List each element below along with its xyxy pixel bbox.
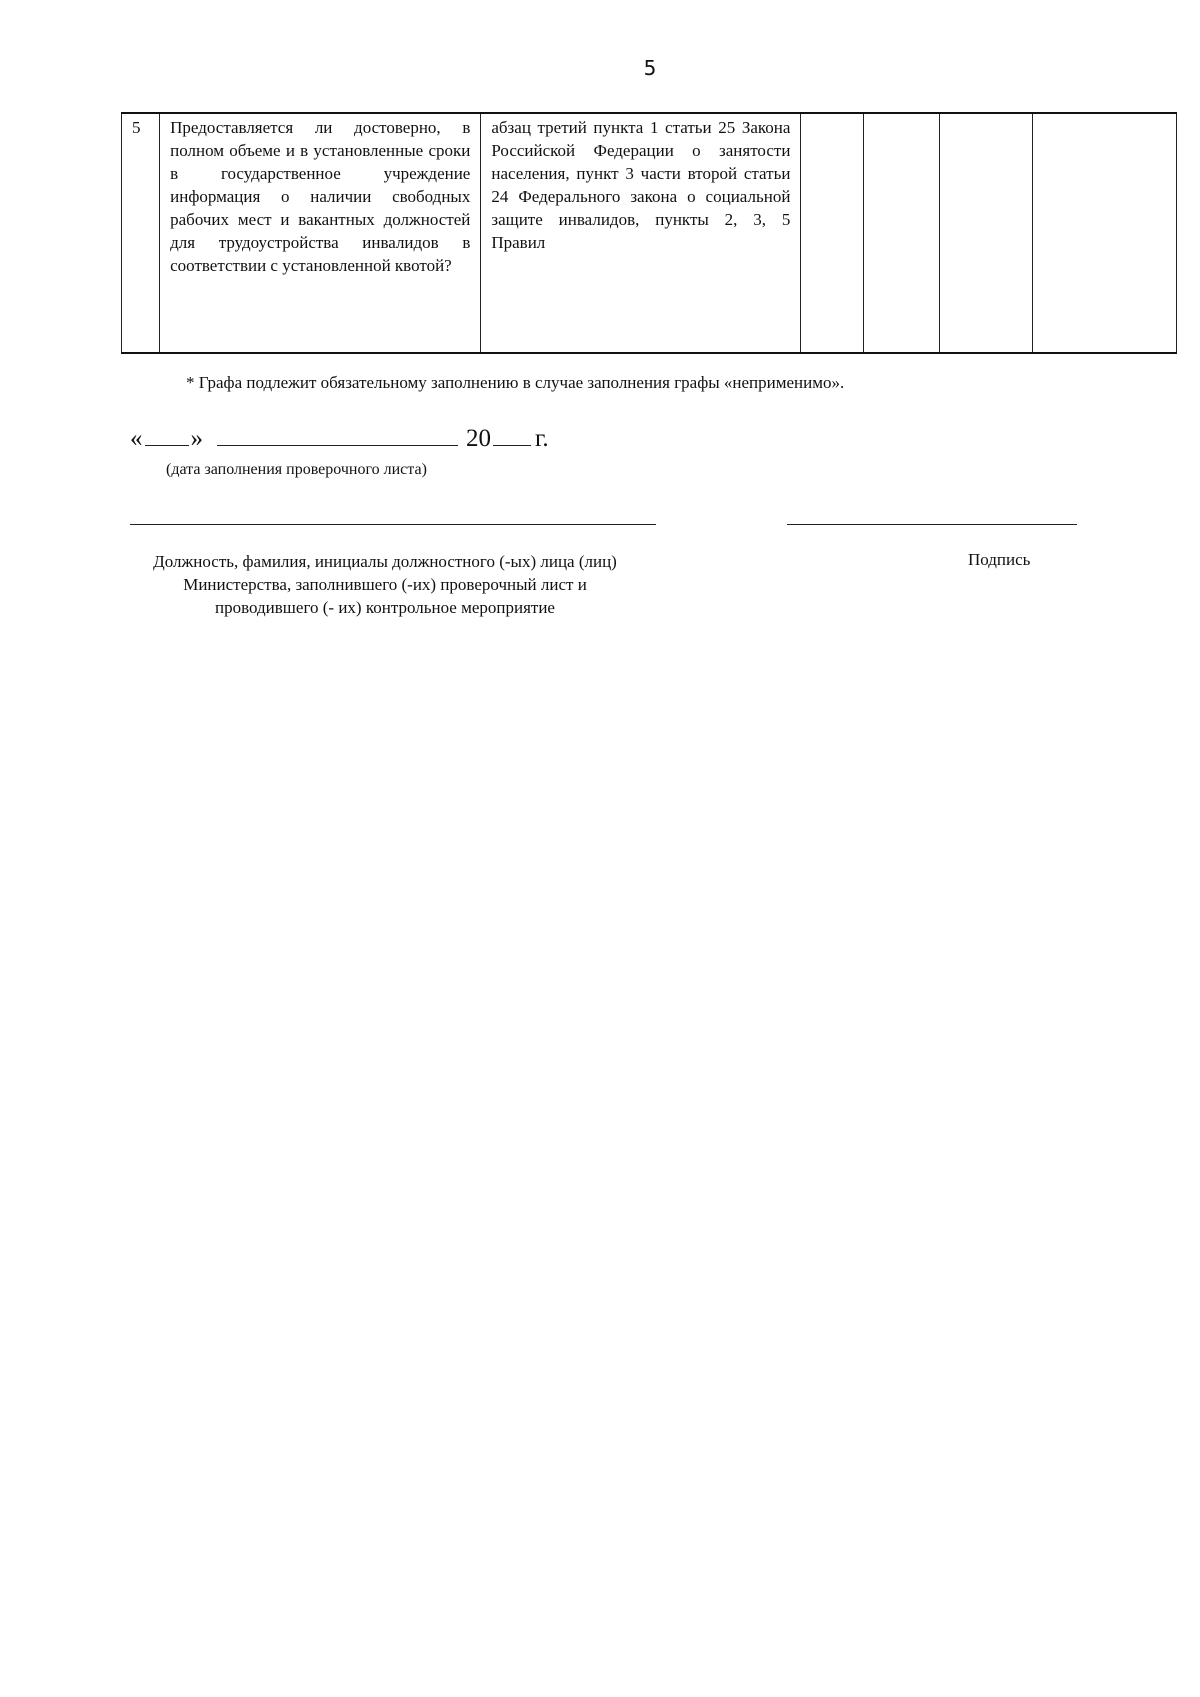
day-blank[interactable] <box>145 425 189 446</box>
checklist-table <box>121 112 1177 354</box>
answer-yes-cell[interactable] <box>801 113 863 353</box>
signature-caption: Подпись <box>968 550 1031 569</box>
official-caption: Должность, фамилия, инициалы должностного (-ых) лица (лиц) Министерства, заполнившего (-их) проверочный лист и проводившего (- их) контрольное мероприятие <box>153 552 617 617</box>
date-field <box>130 425 549 453</box>
note-cell[interactable] <box>1032 113 1176 353</box>
question-text: Предоставляется ли достоверно, в полном объеме и в установленные сроки в государственное учреждение информация о наличии свободных рабочих мест и вакантных должностей для трудоустройства инвалидов в соответствии с установленной квотой? <box>170 118 471 275</box>
answer-no-cell[interactable] <box>863 113 939 353</box>
legal-reference-cell <box>481 113 801 353</box>
date-open-quote: « <box>130 425 143 452</box>
year-prefix: 20 <box>466 425 491 452</box>
table-row <box>122 113 1177 353</box>
month-blank[interactable] <box>217 425 458 446</box>
row-number-cell <box>122 113 160 353</box>
question-cell <box>160 113 481 353</box>
year-suffix: г. <box>535 425 549 452</box>
footnote: * Графа подлежит обязательному заполнению в случае заполнения графы «неприменимо». <box>186 373 845 392</box>
date-caption: (дата заполнения проверочного листа) <box>166 461 427 478</box>
page-number: 5 <box>643 56 657 80</box>
signature-line[interactable] <box>787 524 1077 525</box>
date-close-quote: » <box>190 425 203 452</box>
answer-not-applicable-cell[interactable] <box>940 113 1032 353</box>
legal-reference-text: абзац третий пункта 1 статьи 25 Закона Российской Федерации о занятости населения, пункт 3 части второй статьи 24 Федерального закона о социальной защите инвалидов, пункты 2, 3, 5 Правил <box>491 118 791 252</box>
year-blank[interactable] <box>493 425 531 446</box>
row-number: 5 <box>132 118 141 137</box>
official-name-line[interactable] <box>130 524 656 525</box>
